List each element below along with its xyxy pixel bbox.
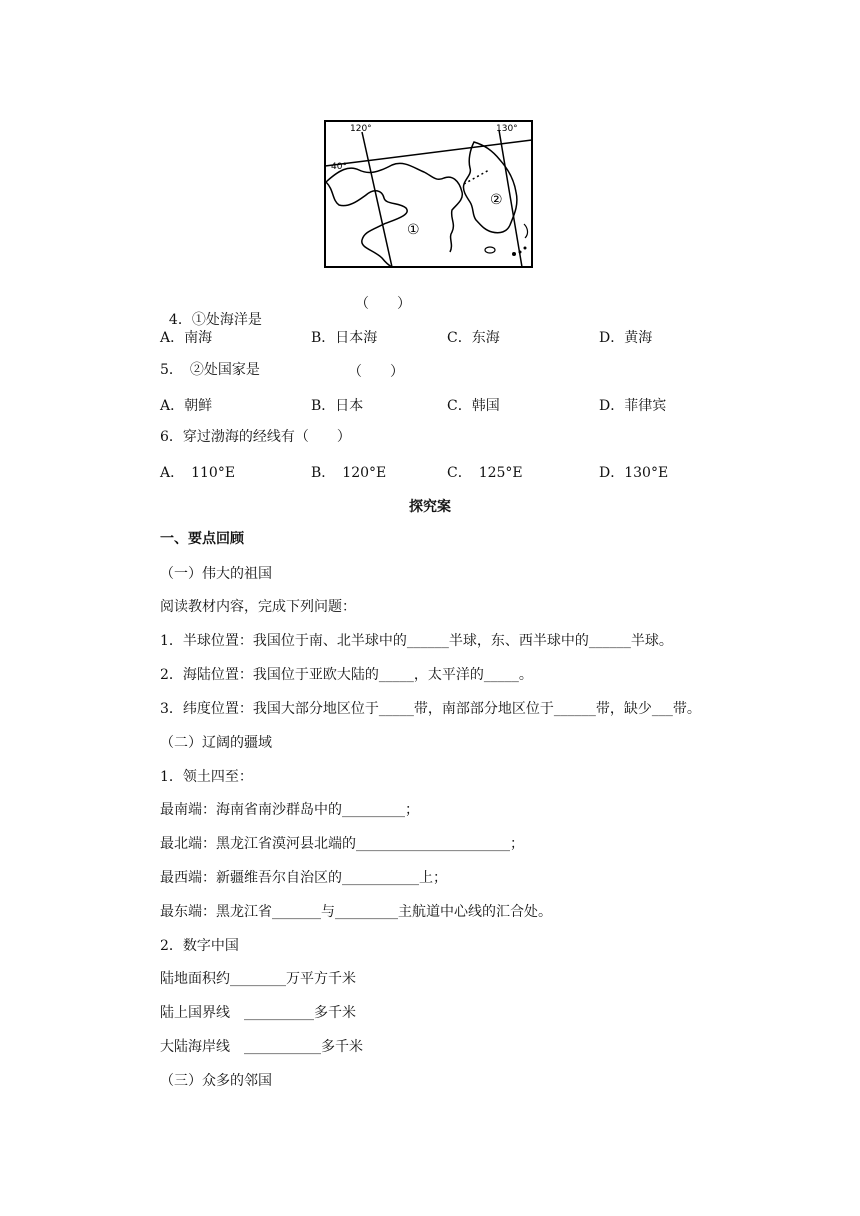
q5-option-a[interactable]: A．朝鲜 — [160, 398, 213, 414]
land-area: 陆地面积约________万平方千米 — [160, 971, 356, 987]
island-dot — [519, 251, 522, 254]
island-dot — [524, 247, 527, 250]
coastline-length: 大陆海岸线 ___________多千米 — [160, 1039, 363, 1055]
section-title: 探究案 — [409, 499, 451, 515]
q6-option-c[interactable]: C． 125°E — [447, 465, 523, 481]
digital-china-title: 2．数字中国 — [160, 938, 239, 954]
item-land-sea: 2．海陆位置：我国位于亚欧大陆的_____，太平洋的_____。 — [160, 667, 533, 683]
q4-option-a[interactable]: A．南海 — [160, 330, 213, 346]
q4-option-c[interactable]: C．东海 — [447, 330, 500, 346]
question-4-paren: （ ） — [355, 296, 411, 312]
easternmost: 最东端：黑龙江省_______与_________主航道中心线的汇合处。 — [160, 904, 552, 920]
northernmost: 最北端：黑龙江省漠河县北端的______________________； — [160, 836, 524, 852]
q6-option-d[interactable]: D．130°E — [599, 465, 669, 481]
q4-option-d[interactable]: D．黄海 — [599, 330, 653, 346]
q6-option-b[interactable]: B． 120°E — [311, 465, 387, 481]
question-4 — [160, 293, 262, 329]
subsection-2: （二）辽阔的疆域 — [160, 735, 272, 751]
extremes-title: 1．领土四至： — [160, 769, 253, 785]
korea-bohai-map — [324, 120, 533, 268]
part1-heading: 一、要点回顾 — [160, 531, 244, 547]
label-120: 120° — [350, 124, 372, 134]
subsection-3: （三）众多的邻国 — [160, 1073, 272, 1089]
read-instruction: 阅读教材内容，完成下列问题： — [160, 599, 356, 615]
marker-1: ① — [407, 222, 420, 238]
subsection-1: （一）伟大的祖国 — [160, 566, 272, 582]
question-4-stem: 4．①处海洋是 — [168, 312, 262, 328]
q4-option-b[interactable]: B．日本海 — [311, 330, 378, 346]
label-130: 130° — [496, 124, 518, 134]
question-5-paren: （ ） — [348, 364, 404, 380]
westernmost: 最西端：新疆维吾尔自治区的___________上； — [160, 870, 447, 886]
question-5-stem: 5． ②处国家是 — [160, 362, 260, 378]
southernmost: 最南端：海南省南沙群岛中的_________； — [160, 802, 419, 818]
marker-2: ② — [490, 192, 503, 208]
item-latitude: 3．纬度位置：我国大部分地区位于_____带，南部部分地区位于______带，缺少___带。 — [160, 701, 701, 717]
q6-option-a[interactable]: A． 110°E — [160, 465, 236, 481]
q5-option-c[interactable]: C．韩国 — [447, 398, 500, 414]
q5-option-d[interactable]: D．菲律宾 — [599, 398, 667, 414]
q5-option-b[interactable]: B．日本 — [311, 398, 364, 414]
land-border: 陆上国界线 __________多千米 — [160, 1005, 356, 1021]
label-40: 40° — [331, 162, 347, 172]
item-hemisphere: 1．半球位置：我国位于南、北半球中的______半球，东、西半球中的______半球。 — [160, 633, 673, 649]
question-6-stem: 6．穿过渤海的经线有（ ） — [160, 429, 351, 445]
island-dot — [512, 252, 516, 256]
